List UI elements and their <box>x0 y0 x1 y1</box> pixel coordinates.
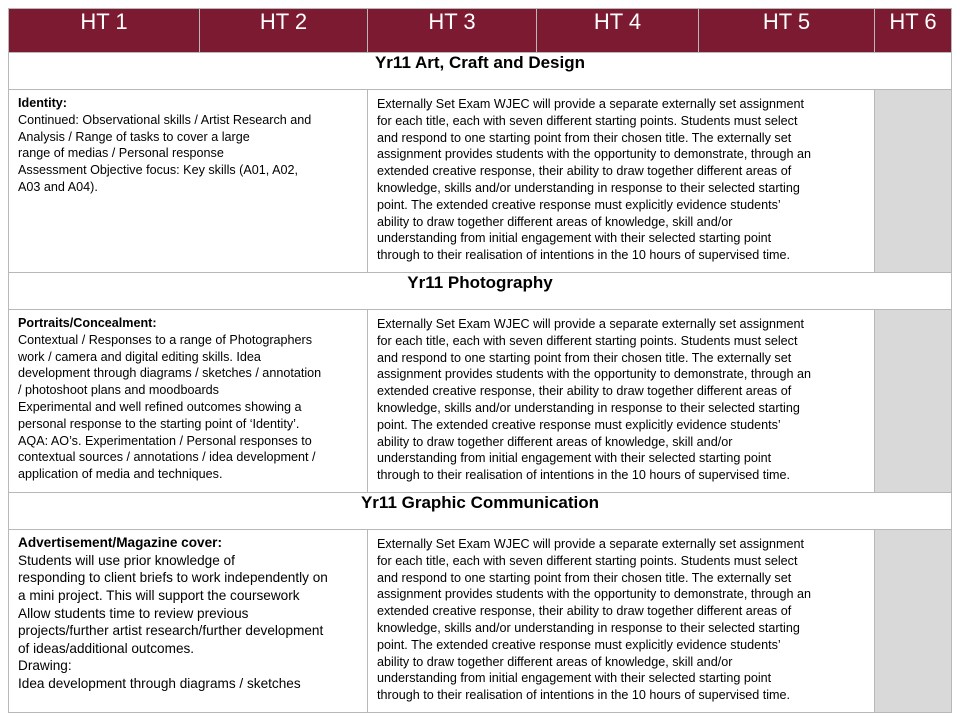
section-title-art: Yr11 Art, Craft and Design <box>9 53 952 90</box>
topic-cell-graphics <box>9 530 368 713</box>
section-title-row <box>9 493 952 530</box>
exam-line: assignment provides students with the opportunity to demonstrate, through an <box>377 147 812 162</box>
exam-line: knowledge, skills and/or understanding in response to their selected starting <box>377 400 800 415</box>
ht6-cell-graphics <box>875 530 952 713</box>
topic-title: Identity: <box>18 96 67 110</box>
exam-line: understanding from initial engagement with their selected starting point <box>377 451 772 466</box>
exam-line: ability to draw together different areas of knowledge, skill and/or <box>377 654 733 669</box>
topic-line: a mini project. This will support the coursework <box>18 587 300 603</box>
topic-line: Idea development through diagrams / sketches <box>18 675 301 691</box>
topic-line: Students will use prior knowledge of <box>18 552 235 568</box>
topic-line: work / camera and digital editing skills. Idea <box>18 349 261 364</box>
header-row <box>9 9 952 53</box>
ht6-cell-photography <box>875 310 952 493</box>
section-body-row <box>9 90 952 273</box>
exam-line: point. The extended creative response must explicitly evidence students’ <box>377 637 781 652</box>
topic-line: AQA: AO’s. Experimentation / Personal responses to <box>18 433 312 448</box>
exam-line: ability to draw together different areas of knowledge, skill and/or <box>377 214 733 229</box>
exam-line: extended creative response, their ability to draw together different areas of <box>377 604 792 619</box>
exam-line: assignment provides students with the opportunity to demonstrate, through an <box>377 367 812 382</box>
exam-cell-graphics <box>368 530 875 713</box>
topic-title: Portraits/Concealment: <box>18 316 157 330</box>
exam-line: and respond to one starting point from their chosen title. The externally set <box>377 350 792 365</box>
topic-line: Drawing: <box>18 658 72 674</box>
exam-line: Externally Set Exam WJEC will provide a separate externally set assignment <box>377 97 804 111</box>
exam-line: extended creative response, their ability to draw together different areas of <box>377 384 792 399</box>
exam-line: and respond to one starting point from their chosen title. The externally set <box>377 570 792 585</box>
exam-line: point. The extended creative response must explicitly evidence students’ <box>377 417 781 432</box>
exam-line: knowledge, skills and/or understanding in response to their selected starting <box>377 180 800 195</box>
exam-cell-photography <box>368 310 875 493</box>
topic-line: contextual sources / annotations / idea development / <box>18 450 316 465</box>
exam-line: assignment provides students with the opportunity to demonstrate, through an <box>377 587 812 602</box>
topic-line: / photoshoot plans and moodboards <box>18 383 219 398</box>
exam-line: through to their realisation of intentions in the 10 hours of supervised time. <box>377 688 791 703</box>
ht6-cell-art <box>875 90 952 273</box>
exam-line: ability to draw together different areas of knowledge, skill and/or <box>377 434 733 449</box>
exam-line: for each title, each with seven different starting points. Students must select <box>377 113 798 128</box>
curriculum-table <box>8 8 952 713</box>
section-title-row <box>9 273 952 310</box>
exam-line: through to their realisation of intentions in the 10 hours of supervised time. <box>377 468 791 483</box>
section-body-row <box>9 530 952 713</box>
section-title-graphics: Yr11 Graphic Communication <box>9 493 952 530</box>
section-body-row <box>9 310 952 493</box>
header-ht6: HT 6 <box>875 9 952 53</box>
section-title-photography: Yr11 Photography <box>9 273 952 310</box>
exam-line: understanding from initial engagement with their selected starting point <box>377 671 772 686</box>
topic-line: A03 and A04). <box>18 179 98 194</box>
header-ht4: HT 4 <box>537 9 699 53</box>
exam-cell-art <box>368 90 875 273</box>
topic-line: responding to client briefs to work independently on <box>18 570 328 586</box>
topic-cell-art <box>9 90 368 273</box>
exam-line: for each title, each with seven different starting points. Students must select <box>377 553 798 568</box>
topic-cell-photography <box>9 310 368 493</box>
topic-title: Advertisement/Magazine cover: <box>18 535 222 550</box>
header-ht1: HT 1 <box>9 9 200 53</box>
topic-line: projects/further artist research/further development <box>18 623 324 639</box>
exam-line: through to their realisation of intentions in the 10 hours of supervised time. <box>377 248 791 263</box>
exam-line: Externally Set Exam WJEC will provide a separate externally set assignment <box>377 317 804 331</box>
exam-line: knowledge, skills and/or understanding in response to their selected starting <box>377 620 800 635</box>
exam-line: and respond to one starting point from their chosen title. The externally set <box>377 130 792 145</box>
topic-line: personal response to the starting point of ‘Identity’. <box>18 416 300 431</box>
section-title-row <box>9 53 952 90</box>
topic-line: range of medias / Personal response <box>18 146 224 161</box>
exam-line: extended creative response, their ability to draw together different areas of <box>377 164 792 179</box>
topic-line: of ideas/additional outcomes. <box>18 640 195 656</box>
topic-line: application of media and techniques. <box>18 467 223 482</box>
exam-line: for each title, each with seven different starting points. Students must select <box>377 333 798 348</box>
exam-line: point. The extended creative response must explicitly evidence students’ <box>377 197 781 212</box>
header-ht5: HT 5 <box>699 9 875 53</box>
topic-line: development through diagrams / sketches / annotation <box>18 366 322 381</box>
topic-line: Allow students time to review previous <box>18 605 249 621</box>
topic-line: Continued: Observational skills / Artist Research and <box>18 112 312 127</box>
header-ht2: HT 2 <box>200 9 368 53</box>
topic-line: Experimental and well refined outcomes showing a <box>18 399 302 414</box>
exam-line: Externally Set Exam WJEC will provide a separate externally set assignment <box>377 537 804 551</box>
header-ht3: HT 3 <box>368 9 537 53</box>
topic-line: Contextual / Responses to a range of Photographers <box>18 332 313 347</box>
topic-line: Analysis / Range of tasks to cover a large <box>18 129 250 144</box>
exam-line: understanding from initial engagement with their selected starting point <box>377 231 772 246</box>
topic-line: Assessment Objective focus: Key skills (A01, A02, <box>18 163 298 178</box>
